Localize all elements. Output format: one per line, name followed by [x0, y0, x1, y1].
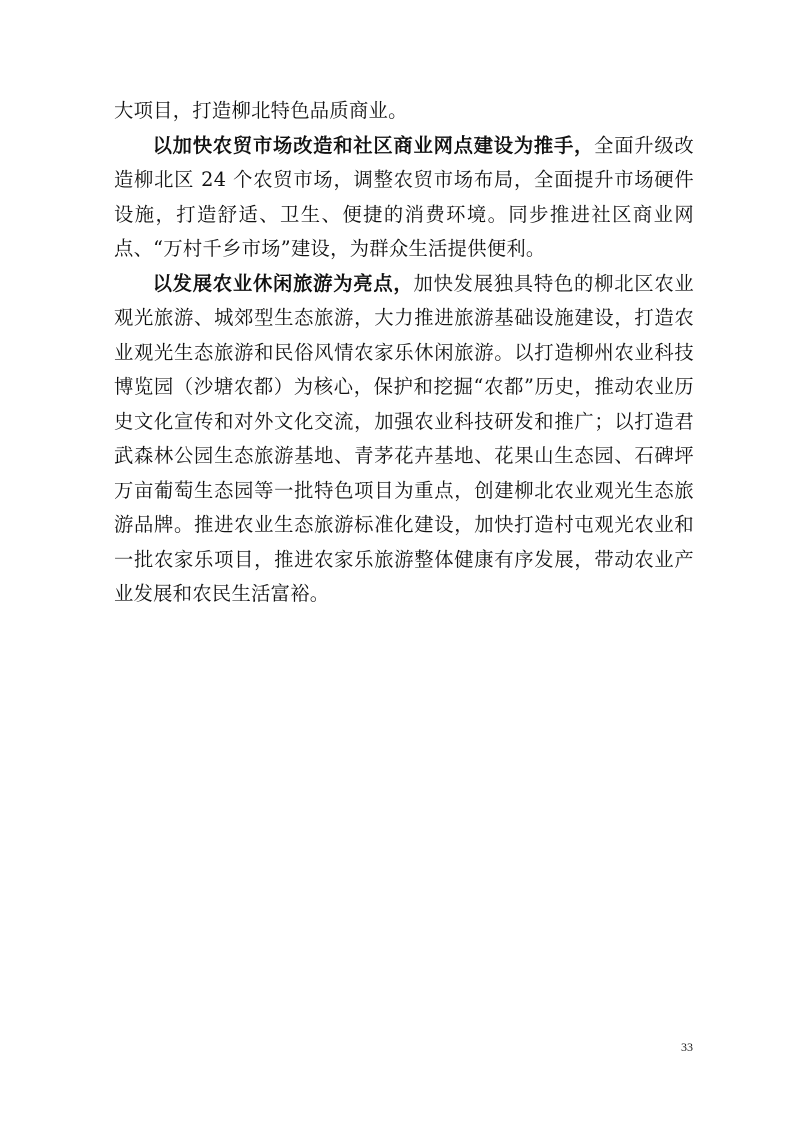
paragraph-text: 加快发展独具特色的柳北区农业观光旅游、城郊型生态旅游，大力推进旅游基础设施建设，打造农业观光生态旅游和民俗风情农家乐休闲旅游。以打造柳州农业科技博览园（沙塘农都）为核心，保护和挖掘“农都”历史，推动农业历史文化宣传和对外文化交流，加强农业科技研发和推广；以打造君武森林公园生态旅游基地、青茅花卉基地、花果山生态园、石碑坪万亩葡萄生态园等一批特色项目为重点，创建柳北农业观光生态旅游品牌。推进农业生态旅游标准化建设，加快打造村屯观光农业和一批农家乐项目，推进农家乐旅游整体健康有序发展，带动农业产业发展和农民生活富裕。: [114, 271, 694, 605]
paragraph-text: 全面升级改造柳北区 24 个农贸市场，调整农贸市场布局，全面提升市场硬件设施，打造舒适、卫生、便捷的消费环境。同步推进社区商业网点、“万村千乡市场”建设，为群众生活提供便利。: [114, 133, 695, 260]
body-text: [114, 94, 694, 612]
paragraph-agri-tourism: [114, 267, 694, 612]
paragraph-lead-bold: 以加快农贸市场改造和社区商业网点建设为推手，: [152, 133, 595, 157]
paragraph-lead-bold: 以发展农业休闲旅游为亮点，: [152, 271, 414, 295]
paragraph-text: 大项目，打造柳北特色品质商业。: [114, 99, 408, 122]
paragraph-continuation: [114, 94, 694, 129]
page-number: 33: [681, 1040, 693, 1054]
paragraph-market-upgrade: [114, 129, 694, 267]
